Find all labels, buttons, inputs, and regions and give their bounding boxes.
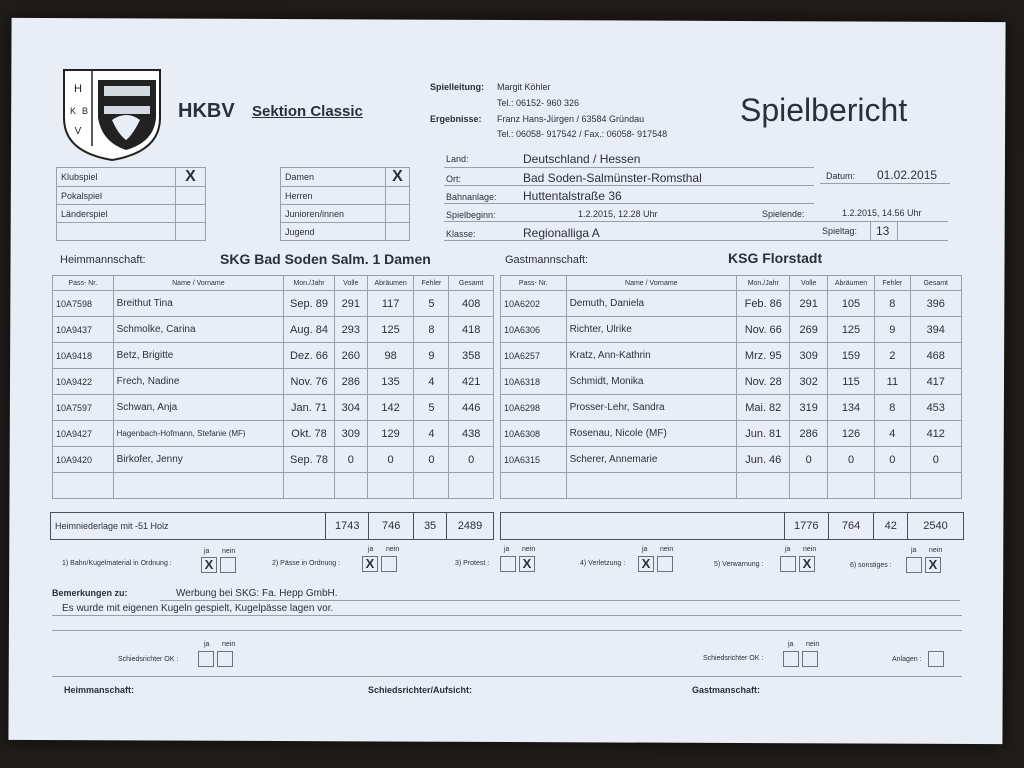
birth-date: Jun. 46 [737, 447, 790, 473]
col-date: Mon./Jahr [284, 276, 335, 291]
pass-nr: 10A9437 [53, 317, 114, 343]
guest-player-row [501, 395, 962, 421]
org-name: HKBV [178, 100, 235, 122]
fehler: 9 [875, 317, 910, 343]
referee-ok-group [783, 650, 818, 668]
nein-label: nein [660, 546, 674, 553]
ja-checkbox[interactable] [783, 651, 799, 667]
pass-nr: 10A6257 [501, 343, 567, 369]
player-name: Richter, Ulrike [566, 317, 736, 343]
svg-text:V: V [74, 126, 82, 137]
fehler: 11 [875, 369, 910, 395]
player-name [113, 473, 284, 499]
birth-date: Aug. 84 [284, 317, 335, 343]
ort-value: Bad Soden-Salmünster-Romsthal [523, 171, 702, 185]
total-fehler: 42 [874, 513, 908, 540]
col-name: Name / Vorname [113, 276, 284, 291]
total-volle: 1743 [326, 513, 369, 540]
col-date: Mon./Jahr [737, 276, 790, 291]
nein-label: nein [522, 546, 536, 553]
volle: 309 [334, 421, 367, 447]
fehler: 4 [414, 369, 449, 395]
nein-checkbox[interactable] [220, 557, 236, 573]
fehler: 9 [414, 343, 449, 369]
birth-date: Jan. 71 [284, 395, 335, 421]
matchtype-label: Pokalspiel [57, 187, 176, 205]
nein-label: nein [222, 548, 236, 555]
home-player-row [53, 473, 494, 499]
guest-player-row [501, 317, 962, 343]
ergebnisse-name: Franz Hans-Jürgen / 63584 Gründau [497, 114, 645, 124]
total-fehler: 35 [414, 513, 447, 540]
gesamt [449, 473, 494, 499]
abraeumen [367, 473, 414, 499]
col-volle: Volle [334, 276, 367, 291]
matchtype-box [56, 167, 206, 241]
pass-nr: 10A9422 [53, 369, 114, 395]
player-name: Schmidt, Monika [566, 369, 736, 395]
matchtype-mark[interactable] [176, 205, 206, 223]
nein-checkbox[interactable]: X [799, 556, 815, 572]
bahn-value: Huttentalstraße 36 [523, 189, 622, 203]
abraeumen: 117 [367, 291, 414, 317]
check-label: 3) Protest : [455, 560, 490, 567]
ja-checkbox[interactable] [198, 651, 214, 667]
col-pass: Pass- Nr. [501, 276, 567, 291]
nein-label: nein [929, 547, 943, 554]
abraeumen: 142 [367, 395, 414, 421]
birth-date: Nov. 28 [737, 369, 790, 395]
check-label: 2) Pässe in Ordnung : [272, 560, 341, 567]
guest-player-row [501, 447, 962, 473]
home-totals [50, 512, 494, 540]
player-name: Frech, Nadine [113, 369, 284, 395]
birth-date: Jun. 81 [737, 421, 790, 447]
birth-date [737, 473, 790, 499]
birth-date: Sep. 89 [284, 291, 335, 317]
pass-nr: 10A9420 [53, 447, 114, 473]
total-abraeumen: 764 [828, 513, 874, 540]
col-gesamt: Gesamt [449, 276, 494, 291]
col-name: Name / Vorname [566, 276, 736, 291]
abraeumen: 0 [827, 447, 874, 473]
spieltag-value: 13 [876, 224, 890, 238]
category-label: Jugend [281, 223, 386, 241]
guest-player-row [501, 369, 962, 395]
volle: 286 [790, 421, 827, 447]
abraeumen: 134 [827, 395, 874, 421]
fehler: 5 [414, 395, 449, 421]
home-signature-label: Heimmanschaft: [64, 685, 135, 695]
guest-player-row [501, 473, 962, 499]
spielleitung-label: Spielleitung: [430, 82, 484, 92]
ergebnisse-tel: Tel.: 06058- 917542 / Fax.: 06058- 917548 [497, 129, 668, 139]
nein-label: nein [806, 641, 820, 648]
volle: 269 [790, 317, 827, 343]
check-label: 4) Verletzung : [580, 560, 626, 567]
abraeumen: 135 [367, 369, 414, 395]
home-label: Heimmannschaft: [60, 254, 146, 266]
total-abraeumen: 746 [369, 513, 414, 540]
home-player-row [53, 291, 494, 317]
col-fehler: Fehler [414, 276, 449, 291]
gesamt: 438 [449, 421, 494, 447]
home-player-row [53, 317, 494, 343]
klasse-label: Klasse: [446, 229, 476, 239]
player-name: Scherer, Annemarie [566, 447, 736, 473]
svg-text:H: H [74, 83, 82, 95]
fehler: 0 [875, 447, 910, 473]
svg-text:B: B [82, 106, 89, 116]
nein-checkbox[interactable]: X [519, 556, 535, 572]
referee-signature-label: Schiedsrichter/Aufsicht: [368, 685, 473, 695]
ja-label: ja [911, 547, 917, 554]
check-group [638, 555, 673, 573]
matchtype-label: Klubspiel [57, 168, 176, 187]
spielleitung-tel: Tel.: 06152- 960 326 [497, 98, 580, 108]
gesamt: 394 [910, 317, 962, 343]
fehler: 8 [875, 291, 910, 317]
home-team-name: SKG Bad Soden Salm. 1 Damen [220, 251, 431, 267]
abraeumen: 125 [827, 317, 874, 343]
volle: 319 [790, 395, 827, 421]
player-name: Schmolke, Carina [113, 317, 284, 343]
col-fehler: Fehler [875, 276, 910, 291]
nein-checkbox[interactable] [217, 651, 233, 667]
referee-ok-label: Schiedsrichter OK : [118, 656, 179, 663]
player-name: Birkofer, Jenny [113, 447, 284, 473]
player-name: Breithut Tina [113, 291, 284, 317]
gesamt: 358 [449, 343, 494, 369]
datum-value: 01.02.2015 [877, 168, 938, 182]
gesamt: 417 [910, 369, 962, 395]
check-label: 6) sonstiges : [850, 562, 892, 569]
gesamt: 418 [449, 317, 494, 343]
gesamt: 408 [449, 291, 494, 317]
category-box [280, 167, 410, 241]
ja-checkbox[interactable]: X [362, 556, 378, 572]
player-name: Hagenbach-Hofmann, Stefanie (MF) [113, 421, 284, 447]
referee-ok-label: Schiedsrichter OK : [703, 655, 764, 662]
guest-player-row [501, 421, 962, 447]
volle: 291 [790, 291, 827, 317]
volle: 286 [334, 369, 367, 395]
pass-nr: 10A7597 [53, 395, 114, 421]
pass-nr: 10A9418 [53, 343, 114, 369]
gesamt: 453 [910, 395, 962, 421]
home-player-row [53, 369, 494, 395]
bahn-label: Bahnanlage: [446, 192, 497, 202]
pass-nr: 10A6306 [501, 317, 567, 343]
pass-nr: 10A6318 [501, 369, 567, 395]
check-group [500, 555, 535, 573]
check-label: 1) Bahn/Kugelmaterial in Ordnung : [62, 560, 172, 567]
abraeumen [827, 473, 874, 499]
remarks-line-2: Es wurde mit eigenen Kugeln gespielt, Kugelpässe lagen vor. [62, 603, 334, 614]
total-volle: 1776 [784, 513, 828, 540]
birth-date: Feb. 86 [737, 291, 790, 317]
player-name [566, 473, 736, 499]
land-value: Deutschland / Hessen [523, 152, 641, 166]
volle [790, 473, 827, 499]
nein-label: nein [386, 546, 400, 553]
col-volle: Volle [790, 276, 827, 291]
guest-players-table [500, 275, 962, 499]
fehler: 8 [875, 395, 910, 421]
abraeumen: 105 [827, 291, 874, 317]
guest-label: Gastmannschaft: [505, 254, 589, 266]
gesamt: 468 [910, 343, 962, 369]
volle: 309 [790, 343, 827, 369]
ja-label: ja [204, 641, 210, 648]
land-label: Land: [446, 154, 469, 164]
gesamt: 0 [449, 447, 494, 473]
abraeumen: 126 [827, 421, 874, 447]
pass-nr: 10A6315 [501, 447, 567, 473]
nein-label: nein [222, 641, 236, 648]
fehler [875, 473, 910, 499]
page-title: Spielbericht [740, 92, 908, 128]
ergebnisse-label: Ergebnisse: [430, 114, 482, 124]
col-abr: Abräumen [367, 276, 414, 291]
birth-date: Nov. 76 [284, 369, 335, 395]
player-name: Demuth, Daniela [566, 291, 736, 317]
gesamt: 446 [449, 395, 494, 421]
ja-checkbox[interactable] [780, 556, 796, 572]
svg-text:K: K [70, 106, 77, 116]
player-name: Prosser-Lehr, Sandra [566, 395, 736, 421]
matchtype-mark[interactable] [176, 223, 206, 241]
nein-checkbox[interactable]: X [925, 557, 941, 573]
birth-date: Dez. 66 [284, 343, 335, 369]
matchtype-label [57, 223, 176, 241]
anlagen-group [928, 650, 944, 668]
guest-player-row [501, 291, 962, 317]
ja-label: ja [368, 546, 374, 553]
player-name: Schwan, Anja [113, 395, 284, 421]
check-label: 5) Verwarnung : [714, 561, 764, 568]
abraeumen: 115 [827, 369, 874, 395]
pass-nr [501, 473, 567, 499]
ende-label: Spielende: [762, 209, 805, 219]
matchtype-mark[interactable]: X [176, 168, 206, 187]
beginn-value: 1.2.2015, 12.28 Uhr [578, 209, 658, 219]
gesamt [910, 473, 962, 499]
hkbv-crest-logo [62, 66, 162, 162]
anlagen-checkbox[interactable] [928, 651, 944, 667]
check-group [906, 556, 941, 574]
abraeumen: 159 [827, 343, 874, 369]
pass-nr: 10A6308 [501, 421, 567, 447]
ende-value: 1.2.2015, 14.56 Uhr [842, 208, 922, 218]
volle: 304 [334, 395, 367, 421]
category-mark[interactable]: X [386, 168, 410, 187]
spielleitung-name: Margit Köhler [497, 82, 551, 92]
birth-date: Okt. 78 [284, 421, 335, 447]
spieltag-label: Spieltag: [822, 226, 858, 236]
category-mark[interactable] [386, 187, 410, 205]
total-gesamt: 2540 [908, 513, 964, 540]
abraeumen: 129 [367, 421, 414, 447]
guest-totals [500, 512, 964, 540]
col-abr: Abräumen [827, 276, 874, 291]
anlagen-label: Anlagen : [892, 656, 922, 663]
fehler: 8 [414, 317, 449, 343]
ort-label: Ort: [446, 174, 461, 184]
fehler: 5 [414, 291, 449, 317]
klasse-value: Regionalliga A [523, 226, 600, 240]
datum-label: Datum: [826, 171, 856, 181]
home-player-row [53, 421, 494, 447]
matchtype-label: Länderspiel [57, 205, 176, 223]
home-player-row [53, 447, 494, 473]
player-name: Rosenau, Nicole (MF) [566, 421, 736, 447]
check-group [362, 555, 397, 573]
player-name: Betz, Brigitte [113, 343, 284, 369]
home-players-table [52, 275, 494, 499]
total-gesamt: 2489 [447, 513, 494, 540]
home-player-row [53, 395, 494, 421]
volle: 0 [334, 447, 367, 473]
remarks-line-1: Werbung bei SKG: Fa. Hepp GmbH. [176, 588, 338, 599]
category-label: Junioren/innen [281, 205, 386, 223]
ja-checkbox[interactable] [500, 556, 516, 572]
guest-signature-label: Gastmanschaft: [692, 685, 761, 695]
ja-label: ja [642, 546, 648, 553]
birth-date: Sep. 78 [284, 447, 335, 473]
birth-date: Nov. 66 [737, 317, 790, 343]
pass-nr: 10A6298 [501, 395, 567, 421]
ja-label: ja [504, 546, 510, 553]
nein-checkbox[interactable] [381, 556, 397, 572]
ja-label: ja [788, 641, 794, 648]
nein-label: nein [803, 546, 817, 553]
ja-checkbox[interactable]: X [638, 556, 654, 572]
category-mark[interactable] [386, 205, 410, 223]
nein-checkbox[interactable] [802, 651, 818, 667]
volle: 0 [790, 447, 827, 473]
volle [334, 473, 367, 499]
birth-date [284, 473, 335, 499]
guest-team-name: KSG Florstadt [728, 250, 823, 266]
matchtype-mark[interactable] [176, 187, 206, 205]
check-group [780, 555, 815, 573]
volle: 293 [334, 317, 367, 343]
pass-nr: 10A9427 [53, 421, 114, 447]
pass-nr [53, 473, 114, 499]
gesamt: 421 [449, 369, 494, 395]
fehler: 4 [875, 421, 910, 447]
remarks-label: Bemerkungen zu: [52, 588, 128, 598]
volle: 291 [334, 291, 367, 317]
abraeumen: 0 [367, 447, 414, 473]
category-label: Damen [281, 168, 386, 187]
nein-checkbox[interactable] [657, 556, 673, 572]
fehler: 2 [875, 343, 910, 369]
volle: 302 [790, 369, 827, 395]
ja-label: ja [204, 548, 210, 555]
ja-checkbox[interactable] [906, 557, 922, 573]
category-label: Herren [281, 187, 386, 205]
col-pass: Pass- Nr. [53, 276, 114, 291]
gesamt: 0 [910, 447, 962, 473]
gesamt: 412 [910, 421, 962, 447]
col-gesamt: Gesamt [910, 276, 962, 291]
abraeumen: 125 [367, 317, 414, 343]
result-note: Heimniederlage mit -51 Holz [51, 513, 326, 540]
volle: 260 [334, 343, 367, 369]
player-name: Kratz, Ann-Kathrin [566, 343, 736, 369]
gesamt: 396 [910, 291, 962, 317]
referee-ok-group [198, 650, 233, 668]
fehler: 4 [414, 421, 449, 447]
pass-nr: 10A7598 [53, 291, 114, 317]
home-player-row [53, 343, 494, 369]
ja-label: ja [785, 546, 791, 553]
fehler [414, 473, 449, 499]
birth-date: Mrz. 95 [737, 343, 790, 369]
section-name: Sektion Classic [252, 103, 363, 120]
fehler: 0 [414, 447, 449, 473]
pass-nr: 10A6202 [501, 291, 567, 317]
category-mark[interactable] [386, 223, 410, 241]
birth-date: Mai. 82 [737, 395, 790, 421]
ja-checkbox[interactable]: X [201, 557, 217, 573]
abraeumen: 98 [367, 343, 414, 369]
guest-player-row [501, 343, 962, 369]
beginn-label: Spielbeginn: [446, 210, 496, 220]
check-group [201, 556, 236, 574]
